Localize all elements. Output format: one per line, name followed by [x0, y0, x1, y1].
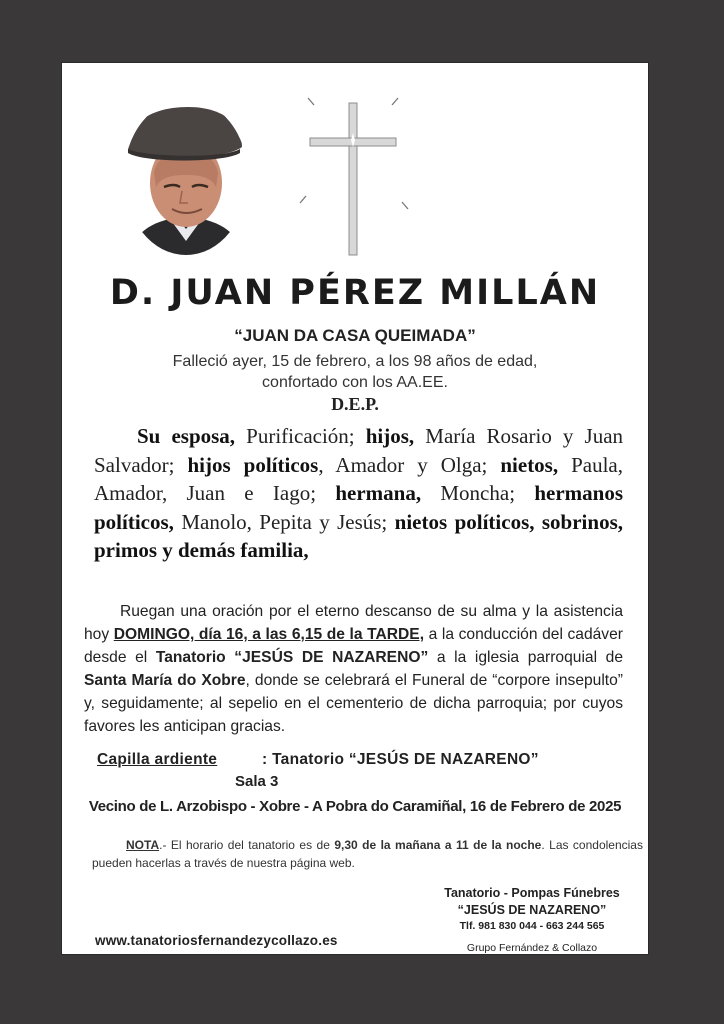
note-text: . Las condolencias pueden hacerlas a través de nuestra página web.	[92, 838, 643, 870]
obituary-sheet	[62, 63, 648, 954]
website-link[interactable]: www.tanatoriosfernandezycollazo.es	[95, 933, 338, 948]
church-name: Santa María do Xobre	[84, 672, 246, 689]
family-role: hermana,	[335, 481, 422, 505]
note-paragraph	[92, 836, 643, 872]
deceased-name: D. JUAN PÉREZ MILLÁN	[109, 273, 601, 313]
residence-date-line: Vecino de L. Arzobispo - Xobre - A Pobra do Caramiñal, 16 de Febrero de 2025	[88, 798, 622, 815]
family-role: hijos políticos	[187, 452, 319, 477]
family-role: Su esposa,	[137, 424, 236, 448]
funeral-home-group: Grupo Fernández & Collazo	[466, 942, 598, 954]
family-members: , Amador y Olga;	[318, 452, 501, 477]
note-label: NOTA	[126, 838, 160, 852]
portrait-photo	[124, 91, 248, 257]
funeral-home-name: “JESÚS DE NAZARENO”	[457, 903, 607, 917]
family-role: nietos,	[500, 452, 559, 477]
prayer-paragraph	[84, 600, 623, 738]
note-text: .- El horario del tanatorio es de	[159, 838, 335, 852]
chapel-value: : Tanatorio “JESÚS DE NAZARENO”	[262, 751, 539, 768]
family-members: Paula, Amador, Juan e Iago;	[94, 452, 624, 505]
family-members: Moncha;	[421, 481, 535, 505]
prayer-text: Ruegan una oración por el eterno descanso de su alma y la asistencia hoy	[84, 603, 623, 643]
death-announcement	[62, 351, 648, 393]
family-role: nietos políticos, sobrinos, primos y demás familia,	[94, 509, 623, 562]
chapel-label: Capilla ardiente	[97, 751, 218, 768]
funeral-home-phones: Tlf. 981 830 044 - 663 244 565	[459, 920, 605, 932]
funeral-home-block	[432, 885, 632, 954]
service-datetime: DOMINGO, día 16, a las 6,15 de la TARDE,	[113, 626, 425, 643]
death-line-2: confortado con los AA.EE.	[262, 374, 448, 391]
prayer-text: , donde se celebrará el Funeral de “corpore insepulto” y, seguidamente; al sepelio en el cementerio de dicha parroquia; por cuyos favores les anticipan gracias.	[84, 672, 623, 735]
family-members: María Rosario y Juan Salvador;	[94, 424, 624, 477]
funeral-home-type: Tanatorio - Pompas Fúnebres	[444, 886, 620, 900]
note-hours: 9,30 de la mañana a 11 de la noche	[334, 838, 542, 852]
family-role: hijos,	[365, 424, 415, 448]
family-members: Manolo, Pepita y Jesús;	[173, 509, 395, 534]
family-paragraph	[94, 422, 623, 565]
dep-label: D.E.P.	[331, 394, 379, 414]
prayer-text: a la conducción del cadáver desde el	[84, 626, 623, 666]
prayer-text: a la iglesia parroquial de	[428, 649, 623, 666]
death-line-1: Falleció ayer, 15 de febrero, a los 98 años de edad,	[172, 353, 538, 370]
chapel-room: Sala 3	[235, 773, 279, 790]
cross-icon	[295, 93, 410, 263]
family-members: Purificación;	[235, 424, 366, 448]
family-role: hermanos políticos,	[94, 481, 623, 534]
deceased-nickname: “JUAN DA CASA QUEIMADA”	[234, 326, 476, 345]
tanatorio-name: Tanatorio “JESÚS DE NAZARENO”	[155, 649, 429, 666]
